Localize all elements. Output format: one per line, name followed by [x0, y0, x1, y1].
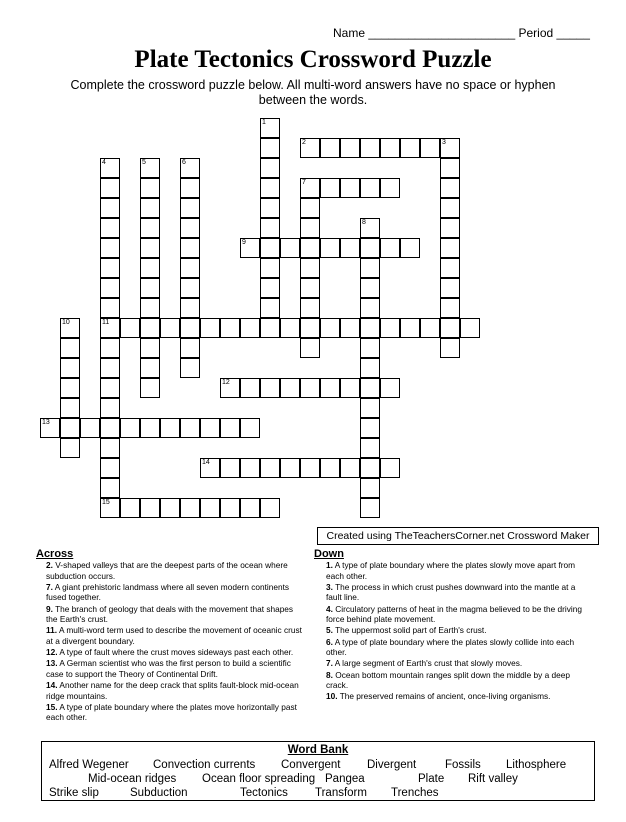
- grid-cell[interactable]: [440, 158, 460, 178]
- clue-num: 1.: [326, 560, 333, 570]
- grid-cell[interactable]: [140, 158, 160, 178]
- grid-cell[interactable]: [140, 318, 160, 338]
- grid-cell[interactable]: [160, 498, 180, 518]
- clue-number: 6: [182, 159, 186, 166]
- grid-cell[interactable]: [380, 138, 400, 158]
- grid-cell[interactable]: [320, 238, 340, 258]
- word-bank-word: Pangea: [325, 773, 365, 785]
- grid-cell[interactable]: [380, 238, 400, 258]
- grid-cell[interactable]: [300, 138, 320, 158]
- grid-cell[interactable]: [60, 438, 80, 458]
- grid-cell[interactable]: [160, 318, 180, 338]
- clue-text: The process in which crust pushes downward into the mantle at a fault line.: [326, 581, 576, 603]
- grid-cell[interactable]: [300, 198, 320, 218]
- across-heading: Across: [36, 548, 74, 560]
- grid-cell[interactable]: [300, 238, 320, 258]
- grid-cell[interactable]: [140, 418, 160, 438]
- grid-cell[interactable]: [260, 138, 280, 158]
- clue-number: 12: [222, 379, 230, 386]
- grid-cell[interactable]: [440, 258, 460, 278]
- word-bank-word: Subduction: [130, 787, 188, 799]
- down-clues: [314, 548, 592, 702]
- grid-cell[interactable]: [320, 458, 340, 478]
- down-clue: [314, 560, 592, 581]
- grid-cell[interactable]: [360, 378, 380, 398]
- clue-text: The preserved remains of ancient, once-living organisms.: [339, 691, 551, 702]
- clue-text: The branch of geology that deals with the movement that shapes the Earth's crust.: [46, 603, 294, 625]
- word-bank-word: Fossils: [445, 759, 481, 771]
- grid-cell[interactable]: [360, 318, 380, 338]
- clue-text: A multi-word term used to describe the movement of oceanic crust at a divergent boundary.: [46, 625, 302, 646]
- grid-cell[interactable]: [240, 238, 260, 258]
- grid-cell[interactable]: [360, 418, 380, 438]
- across-clue: [36, 658, 306, 679]
- grid-cell[interactable]: [260, 278, 280, 298]
- clue-number: 13: [42, 419, 50, 426]
- grid-cell[interactable]: [100, 318, 120, 338]
- grid-cell[interactable]: [360, 438, 380, 458]
- grid-cell[interactable]: [340, 178, 360, 198]
- clue-number: 3: [442, 139, 446, 146]
- grid-cell[interactable]: [360, 338, 380, 358]
- grid-cell[interactable]: [100, 258, 120, 278]
- grid-cell[interactable]: [100, 218, 120, 238]
- across-clues: [36, 548, 306, 724]
- grid-cell[interactable]: [140, 258, 160, 278]
- grid-cell[interactable]: [120, 418, 140, 438]
- grid-cell[interactable]: [360, 398, 380, 418]
- grid-cell[interactable]: [100, 498, 120, 518]
- clue-number: 1: [262, 119, 266, 126]
- across-clue: [36, 604, 306, 625]
- grid-cell[interactable]: [120, 318, 140, 338]
- name-period-line: Name ______________________ Period _____: [333, 26, 590, 40]
- grid-cell[interactable]: [140, 218, 160, 238]
- clue-text: The uppermost solid part of Earth's crust.: [335, 625, 487, 636]
- instructions: Complete the crossword puzzle below. All multi-word answers have no space or hyphen between the words.: [70, 78, 556, 107]
- clue-num: 4.: [326, 603, 333, 614]
- word-bank-word: Ocean floor spreading: [202, 773, 316, 785]
- grid-cell[interactable]: [440, 338, 460, 358]
- clue-text: A German scientist who was the first person to build a scientific case to support the Theory of Continental Drift.: [46, 658, 291, 679]
- grid-cell[interactable]: [200, 458, 220, 478]
- clue-text: Another name for the deep crack that splits fault-block mid-ocean ridge mountains.: [46, 680, 299, 701]
- grid-cell[interactable]: [260, 258, 280, 278]
- grid-cell[interactable]: [100, 178, 120, 198]
- grid-cell[interactable]: [180, 158, 200, 178]
- grid-cell[interactable]: [360, 218, 380, 238]
- grid-cell[interactable]: [100, 198, 120, 218]
- grid-cell[interactable]: [300, 378, 320, 398]
- clue-number: 5: [142, 159, 146, 166]
- grid-cell[interactable]: [180, 298, 200, 318]
- grid-cell[interactable]: [240, 458, 260, 478]
- grid-cell[interactable]: [360, 298, 380, 318]
- grid-cell[interactable]: [60, 358, 80, 378]
- grid-cell[interactable]: [100, 378, 120, 398]
- across-clue: [36, 560, 306, 581]
- word-bank-word: Alfred Wegener: [49, 759, 129, 771]
- clue-number: 7: [302, 179, 306, 186]
- grid-cell[interactable]: [360, 458, 380, 478]
- grid-cell[interactable]: [280, 318, 300, 338]
- down-heading: Down: [314, 548, 344, 560]
- clue-num: 13.: [46, 658, 58, 669]
- word-bank-word: Divergent: [367, 759, 417, 771]
- down-clue: [314, 604, 592, 625]
- grid-cell[interactable]: [400, 318, 420, 338]
- grid-cell[interactable]: [100, 478, 120, 498]
- grid-cell[interactable]: [320, 178, 340, 198]
- word-bank-word: Rift valley: [468, 773, 518, 785]
- clue-number: 11: [102, 319, 110, 326]
- clue-number: 15: [102, 499, 110, 506]
- grid-cell[interactable]: [140, 378, 160, 398]
- grid-cell[interactable]: [180, 498, 200, 518]
- grid-cell[interactable]: [120, 498, 140, 518]
- clue-text: Circulatory patterns of heat in the magma believed to be the driving force behind plate movement.: [326, 603, 582, 625]
- grid-cell[interactable]: [340, 238, 360, 258]
- word-bank-word: Tectonics: [240, 787, 288, 799]
- grid-cell[interactable]: [440, 298, 460, 318]
- clue-number: 4: [102, 159, 106, 166]
- grid-cell[interactable]: [100, 358, 120, 378]
- clue-num: 5.: [326, 625, 333, 636]
- clue-text: A type of plate boundary where the plates slowly collide into each other.: [326, 636, 575, 658]
- clue-text: A type of plate boundary where the plates slowly move apart from each other.: [326, 560, 576, 581]
- grid-cell[interactable]: [300, 298, 320, 318]
- grid-cell[interactable]: [180, 198, 200, 218]
- clue-num: 6.: [326, 636, 333, 647]
- grid-cell[interactable]: [140, 238, 160, 258]
- grid-cell[interactable]: [360, 258, 380, 278]
- grid-cell[interactable]: [260, 158, 280, 178]
- clue-number: 8: [362, 219, 366, 226]
- grid-cell[interactable]: [180, 218, 200, 238]
- grid-cell[interactable]: [260, 458, 280, 478]
- grid-cell[interactable]: [300, 338, 320, 358]
- grid-cell[interactable]: [100, 418, 120, 438]
- grid-cell[interactable]: [100, 278, 120, 298]
- grid-cell[interactable]: [100, 338, 120, 358]
- grid-cell[interactable]: [360, 358, 380, 378]
- grid-cell[interactable]: [140, 358, 160, 378]
- grid-cell[interactable]: [360, 138, 380, 158]
- grid-cell[interactable]: [80, 418, 100, 438]
- word-bank-word: Transform: [315, 787, 367, 799]
- across-clue: [36, 582, 306, 603]
- grid-cell[interactable]: [240, 378, 260, 398]
- grid-cell[interactable]: [380, 178, 400, 198]
- word-bank-word: Mid-ocean ridges: [88, 773, 177, 785]
- grid-cell[interactable]: [100, 298, 120, 318]
- grid-cell[interactable]: [260, 218, 280, 238]
- clue-num: 10.: [326, 691, 338, 702]
- grid-cell[interactable]: [140, 338, 160, 358]
- grid-cell[interactable]: [260, 318, 280, 338]
- grid-cell[interactable]: [280, 458, 300, 478]
- grid-cell[interactable]: [220, 418, 240, 438]
- grid-cell[interactable]: [400, 138, 420, 158]
- clue-text: V-shaped valleys that are the deepest parts of the ocean where subduction occurs.: [46, 560, 288, 581]
- grid-cell[interactable]: [380, 458, 400, 478]
- credit-box: Created using TheTeachersCorner.net Crossword Maker: [317, 527, 599, 545]
- grid-cell[interactable]: [240, 418, 260, 438]
- clue-text: Ocean bottom mountain ranges split down the middle by a deep crack.: [326, 669, 570, 691]
- grid-cell[interactable]: [320, 378, 340, 398]
- word-bank-word: Strike slip: [49, 787, 99, 799]
- grid-cell[interactable]: [160, 418, 180, 438]
- grid-cell[interactable]: [100, 458, 120, 478]
- grid-cell[interactable]: [180, 238, 200, 258]
- grid-cell[interactable]: [260, 238, 280, 258]
- grid-cell[interactable]: [60, 418, 80, 438]
- grid-cell[interactable]: [200, 498, 220, 518]
- grid-cell[interactable]: [460, 318, 480, 338]
- grid-cell[interactable]: [440, 218, 460, 238]
- grid-cell[interactable]: [60, 398, 80, 418]
- clue-num: 12.: [46, 647, 58, 658]
- grid-cell[interactable]: [280, 238, 300, 258]
- grid-cell[interactable]: [360, 178, 380, 198]
- across-clue: [36, 647, 306, 658]
- clue-num: 7.: [46, 581, 53, 592]
- word-bank-word: Convection currents: [153, 759, 256, 771]
- grid-cell[interactable]: [200, 418, 220, 438]
- grid-cell[interactable]: [60, 318, 80, 338]
- grid-cell[interactable]: [100, 438, 120, 458]
- clue-num: 9.: [46, 603, 53, 614]
- clue-num: 3.: [326, 581, 333, 592]
- grid-cell[interactable]: [440, 318, 460, 338]
- clue-text: A large segment of Earth's crust that slowly moves.: [334, 658, 523, 669]
- clue-num: 7.: [326, 658, 333, 669]
- grid-cell[interactable]: [340, 138, 360, 158]
- grid-cell[interactable]: [220, 498, 240, 518]
- clue-number: 9: [242, 239, 246, 246]
- grid-cell[interactable]: [220, 318, 240, 338]
- grid-cell[interactable]: [140, 498, 160, 518]
- grid-cell[interactable]: [440, 138, 460, 158]
- grid-cell[interactable]: [440, 198, 460, 218]
- grid-cell[interactable]: [300, 318, 320, 338]
- grid-cell[interactable]: [300, 458, 320, 478]
- grid-cell[interactable]: [260, 378, 280, 398]
- clue-text: A type of fault where the crust moves sideways past each other.: [59, 647, 294, 658]
- grid-cell[interactable]: [240, 318, 260, 338]
- grid-cell[interactable]: [360, 238, 380, 258]
- grid-cell[interactable]: [440, 278, 460, 298]
- grid-cell[interactable]: [140, 278, 160, 298]
- grid-cell[interactable]: [40, 418, 60, 438]
- grid-cell[interactable]: [100, 398, 120, 418]
- grid-cell[interactable]: [180, 278, 200, 298]
- clue-number: 14: [202, 459, 210, 466]
- clue-text: A giant prehistoric landmass where all seven modern continents fused together.: [46, 581, 290, 603]
- clue-num: 14.: [46, 680, 58, 691]
- clue-number: 10: [62, 319, 70, 326]
- word-bank-word: Lithosphere: [506, 759, 567, 771]
- down-clue: [314, 582, 592, 603]
- down-clue: [314, 691, 592, 702]
- grid-cell[interactable]: [180, 318, 200, 338]
- grid-cell[interactable]: [440, 178, 460, 198]
- grid-cell[interactable]: [320, 138, 340, 158]
- grid-cell[interactable]: [260, 118, 280, 138]
- grid-cell[interactable]: [380, 378, 400, 398]
- word-bank: [41, 741, 595, 801]
- grid-cell[interactable]: [200, 318, 220, 338]
- grid-cell[interactable]: [140, 178, 160, 198]
- grid-cell[interactable]: [380, 318, 400, 338]
- across-clue: [36, 702, 306, 723]
- grid-cell[interactable]: [100, 238, 120, 258]
- grid-cell[interactable]: [300, 278, 320, 298]
- word-bank-word: Trenches: [391, 787, 439, 799]
- grid-cell[interactable]: [180, 358, 200, 378]
- word-bank-word: Plate: [418, 773, 445, 785]
- grid-cell[interactable]: [360, 278, 380, 298]
- across-clue: [36, 680, 306, 701]
- grid-cell[interactable]: [180, 178, 200, 198]
- down-clue: [314, 625, 592, 636]
- grid-cell[interactable]: [260, 178, 280, 198]
- grid-cell[interactable]: [360, 498, 380, 518]
- grid-cell[interactable]: [300, 218, 320, 238]
- grid-cell[interactable]: [260, 198, 280, 218]
- grid-cell[interactable]: [340, 458, 360, 478]
- grid-cell[interactable]: [300, 258, 320, 278]
- clue-num: 11.: [46, 625, 58, 636]
- grid-cell[interactable]: [340, 318, 360, 338]
- grid-cell[interactable]: [300, 178, 320, 198]
- grid-cell[interactable]: [400, 238, 420, 258]
- grid-cell[interactable]: [220, 378, 240, 398]
- grid-cell[interactable]: [180, 338, 200, 358]
- grid-cell[interactable]: [340, 378, 360, 398]
- grid-cell[interactable]: [320, 318, 340, 338]
- clue-num: 15.: [46, 701, 58, 712]
- grid-cell[interactable]: [60, 338, 80, 358]
- grid-cell[interactable]: [180, 418, 200, 438]
- grid-cell[interactable]: [140, 298, 160, 318]
- grid-cell[interactable]: [260, 298, 280, 318]
- clue-number: 2: [302, 139, 306, 146]
- grid-cell[interactable]: [440, 238, 460, 258]
- clue-num: 8.: [326, 669, 333, 680]
- down-clue: [314, 670, 592, 691]
- across-clue: [36, 625, 306, 646]
- word-bank-title: Word Bank: [287, 744, 349, 756]
- grid-cell[interactable]: [140, 198, 160, 218]
- grid-cell[interactable]: [240, 498, 260, 518]
- grid-cell[interactable]: [420, 318, 440, 338]
- grid-cell[interactable]: [260, 498, 280, 518]
- grid-cell[interactable]: [100, 158, 120, 178]
- page-title: Plate Tectonics Crossword Puzzle: [134, 46, 492, 73]
- word-bank-word: Convergent: [281, 759, 341, 771]
- grid-cell[interactable]: [180, 258, 200, 278]
- grid-cell[interactable]: [280, 378, 300, 398]
- clue-text: A type of plate boundary where the plates move horizontally past each other.: [46, 701, 297, 723]
- grid-cell[interactable]: [60, 378, 80, 398]
- grid-cell[interactable]: [360, 478, 380, 498]
- clue-num: 2.: [46, 560, 53, 570]
- down-clue: [314, 658, 592, 669]
- grid-cell[interactable]: [420, 138, 440, 158]
- down-clue: [314, 637, 592, 658]
- grid-cell[interactable]: [220, 458, 240, 478]
